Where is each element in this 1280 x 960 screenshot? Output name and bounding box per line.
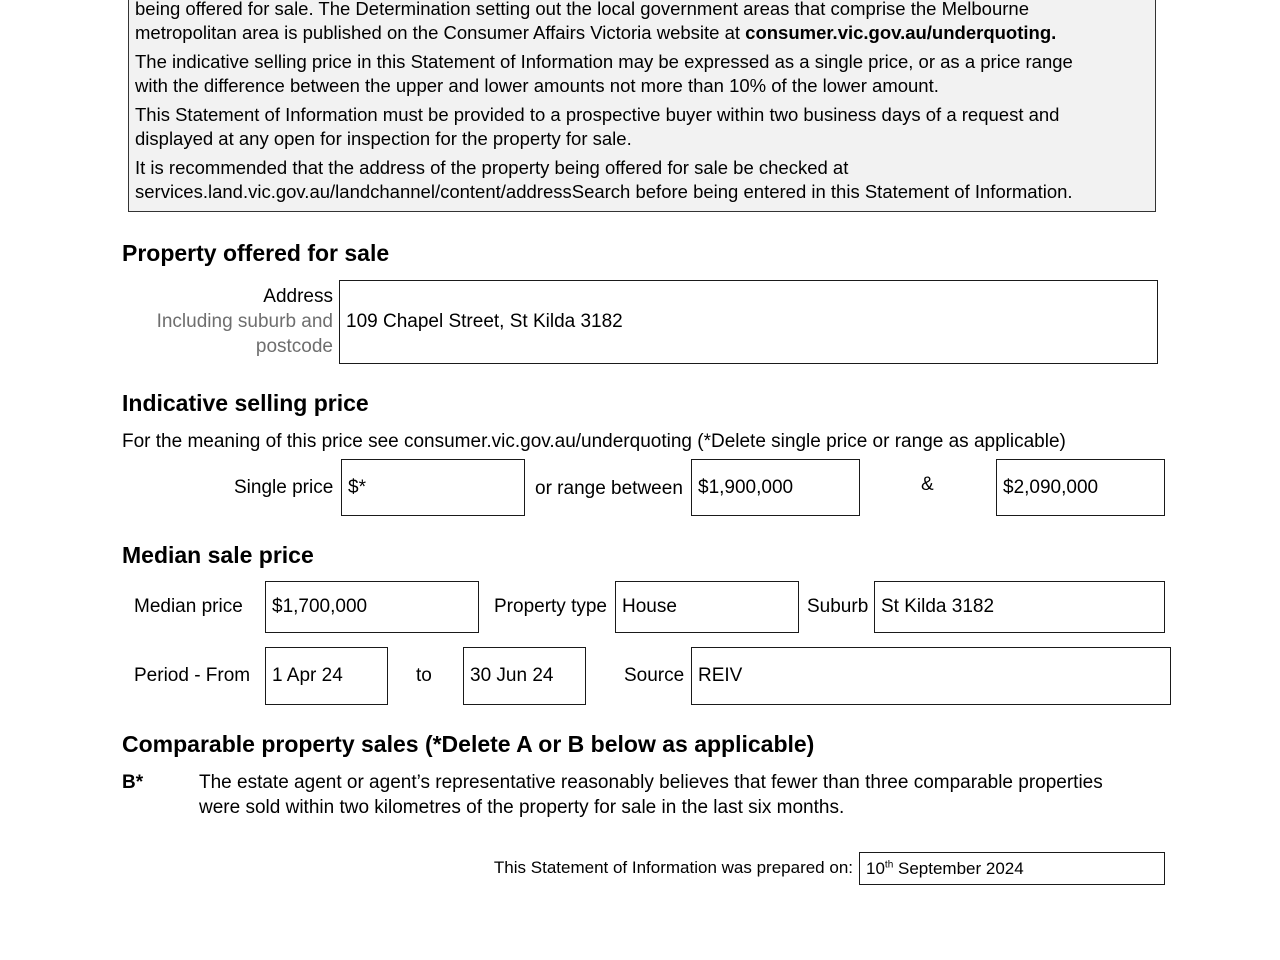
period-from-label: Period - From [134,665,251,686]
range-label: or range between [535,478,683,499]
single-price-label: Single price [234,477,334,498]
option-marker: B* [122,772,144,793]
range-high-value: $2,090,000 [1003,477,1099,498]
period-to-field[interactable] [463,647,586,705]
median-heading: Median sale price [122,542,314,568]
intro-line [135,21,1056,45]
address-label: Address [263,286,333,307]
prepared-date-value [866,859,1024,879]
prepared-month-year: September 2024 [893,859,1024,878]
property-type-label: Property type [494,596,607,617]
single-price-value: $* [348,477,366,498]
single-price-field[interactable] [341,459,525,516]
intro-line: with the difference between the upper and lower amounts not more than 10% of the lower amount. [135,75,939,96]
prepared-label: This Statement of Information was prepared on: [493,858,853,877]
suburb-field[interactable] [874,581,1165,633]
prepared-day: 10 [866,859,885,878]
range-high-field[interactable] [996,459,1165,516]
intro-line: It is recommended that the address of the property being offered for sale be checked at [135,157,849,178]
prepared-day-suffix: th [884,859,894,871]
period-to-label: to [416,665,432,686]
period-from-field[interactable] [265,647,388,705]
range-separator: & [921,474,934,495]
indicative-note: For the meaning of this price see consumer.vic.gov.au/underquoting (*Delete single price or range as applicable) [122,431,1066,452]
property-type-field[interactable] [615,581,799,633]
median-price-label: Median price [134,596,243,617]
indicative-heading: Indicative selling price [122,390,369,416]
range-low-field[interactable] [691,459,860,516]
comparable-heading: Comparable property sales (*Delete A or B below as applicable) [122,731,815,757]
period-to-value: 30 Jun 24 [470,665,554,686]
median-price-value: $1,700,000 [272,596,368,617]
intro-line: The indicative selling price in this Statement of Information may be expressed as a single price, or as a price range [135,51,1073,72]
intro-line: displayed at any open for inspection for the property for sale. [135,128,632,149]
address-hint: Including suburb and [156,311,333,332]
underquoting-link[interactable]: consumer.vic.gov.au/underquoting. [745,22,1057,43]
period-from-value: 1 Apr 24 [272,665,343,686]
prepared-date-field[interactable] [859,852,1165,885]
comparable-text: were sold within two kilometres of the property for sale in the last six months. [199,797,845,818]
intro-line: services.land.vic.gov.au/landchannel/content/addressSearch before being entered in this Statement of Information. [135,181,1073,202]
median-price-field[interactable] [265,581,479,633]
property-type-value: House [622,596,677,617]
property-heading: Property offered for sale [122,240,390,266]
source-label: Source [624,665,685,686]
comparable-text: The estate agent or agent’s representative reasonably believes that fewer than three comparable properties [199,772,1103,793]
intro-line: being offered for sale. The Determination setting out the local government areas that comprise the Melbourne [135,0,1029,19]
address-field[interactable] [339,280,1158,364]
intro-line-text: metropolitan area is published on the Consumer Affairs Victoria website at [135,22,746,43]
intro-line: This Statement of Information must be provided to a prospective buyer within two business days of a request and [135,104,1060,125]
source-value: REIV [698,665,743,686]
suburb-label: Suburb [807,596,869,617]
suburb-value: St Kilda 3182 [881,596,995,617]
address-value: 109 Chapel Street, St Kilda 3182 [346,311,623,332]
source-field[interactable] [691,647,1171,705]
range-low-value: $1,900,000 [698,477,794,498]
address-hint: postcode [255,336,333,357]
